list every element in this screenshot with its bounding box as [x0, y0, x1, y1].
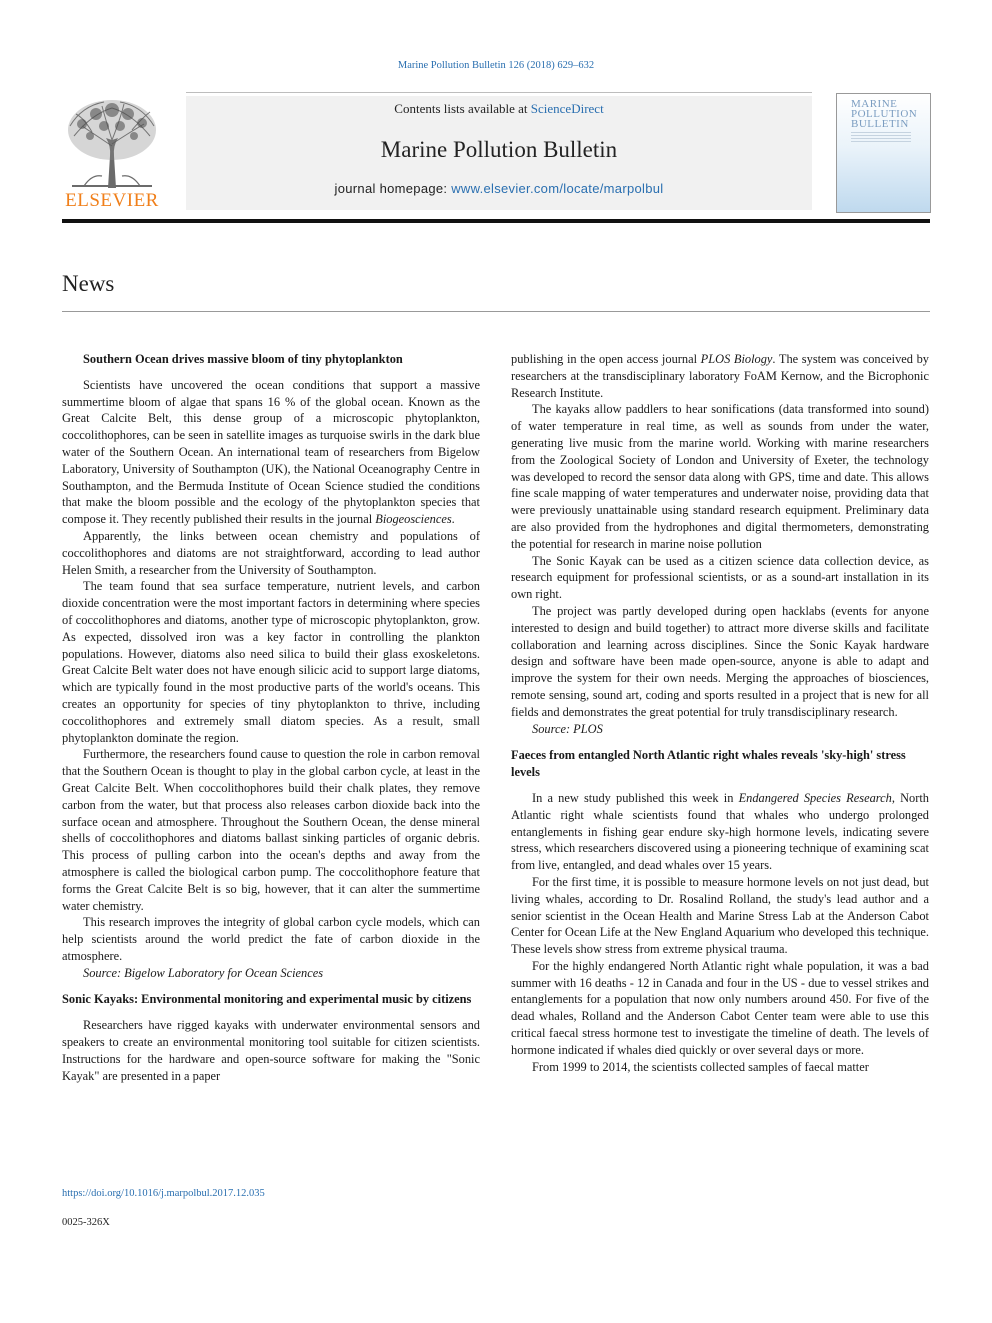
contents-line	[186, 101, 812, 117]
cover-title: MARINE POLLUTION BULLETIN	[851, 98, 918, 130]
paragraph: The kayaks allow paddlers to hear sonifications (data transformed into sound) of water temperature in real time, as well as sounds from under the water, generating live music from the marine world. Working with marine researchers from the Zoological Society of London and University of Exeter, the technology was developed to record the sensor data along with GPS, time and date. This allows fine scale mapping of water temperatures and underwater noise, providing data that were previously unattainable using standard research equipment. Preliminary data are also provided from the hydrophones and digital thermometers, demonstrating the potential for research in marine noise pollution	[511, 402, 929, 551]
elsevier-tree-icon	[62, 96, 162, 192]
journal-name: Endangered Species Research	[738, 790, 892, 805]
article-title: Sonic Kayaks: Environmental monitoring and experimental music by citizens	[62, 992, 472, 1007]
article-title: Southern Ocean drives massive bloom of tiny phytoplankton	[83, 352, 403, 366]
paragraph: Apparently, the links between ocean chemistry and populations of coccolithophores and diatoms are not straightforward, according to lead author Helen Smith, a researcher from the University of Southampton.	[62, 528, 480, 577]
masthead-divider	[62, 219, 930, 223]
section-title: News	[62, 271, 115, 296]
article-source: Source: PLOS	[532, 721, 603, 736]
paragraph: Scientists have uncovered the ocean conditions that support a massive summertime bloom of algae that spans 16 % of the global ocean. Known as the Great Calcite Belt, this dense group of a microscopic phytoplankton, coccolithophores, can be seen in satellite images as turquoise swirls in the dark blue water of the Southern Ocean. An international team of researchers from Bigelow Laboratory, University of Southampton (UK), the National Oceanography Centre in Southampton, and the Bermuda Institute of Ocean Science studied the conditions that make the bloom possible and the ecology of the phytoplankton species that compose it. They recently published their results in the journal Biogeosciences.	[62, 377, 480, 527]
homepage-link[interactable]: www.elsevier.com/locate/marpolbul	[451, 181, 664, 196]
journal-title: Marine Pollution Bulletin	[380, 137, 618, 162]
paragraph: The project was partly developed during open hacklabs (events for anyone interested to design and build together) to attract more diverse skills and facilitate collaboration and learning across disciplines. Since the Sonic Kayak hardware design and software have been made open-source, anyone is able to adapt and improve the system for their own needs. Merging the approaches of biosciences, remote sensing, sound art, coding and sports resulted in a project that is new for all fields and demonstrates the great potential for truly transdisciplinary research.	[511, 603, 929, 719]
elsevier-wordmark: ELSEVIER	[65, 190, 159, 211]
elsevier-logo[interactable]	[62, 96, 162, 212]
homepage-prefix: journal homepage:	[334, 181, 452, 196]
journal-name: Biogeosciences	[375, 512, 452, 527]
paragraph: The Sonic Kayak can be used as a citizen science data collection device, as research equipment for professional scientists, or as a sound-art installation in its own right.	[511, 553, 929, 602]
contents-prefix: Contents lists available at	[394, 101, 531, 116]
journal-homepage-line	[186, 181, 812, 196]
journal-masthead	[186, 96, 812, 210]
paragraph: From 1999 to 2014, the scientists collected samples of faecal matter	[532, 1059, 869, 1074]
paragraph: For the first time, it is possible to measure hormone levels on not just dead, but living whales, according to Dr. Rosalind Rolland, the study's lead author and a senior scientist in the Ocean Health and Marine Stress Lab at the Anderson Cabot Center for Ocean Life at the New England Aquarium who developed this technique. These levels show stress from extreme physical trauma.	[511, 874, 929, 957]
issn: 0025-326X	[62, 1217, 110, 1228]
paragraph: In a new study published this week in Endangered Species Research, North Atlantic right whale scientists found that whales who undergo prolonged entanglements in fishing gear endure sky-high hormone levels, indicating severe stress, which researchers discovered using a pioneering technique of examining scat from live, entangled, and dead whales over 15 years.	[511, 790, 930, 873]
paragraph: The team found that sea surface temperature, nutrient levels, and carbon dioxide concentration were the most important factors in determining where species of coccolithophores and diatoms, another type of microscopic phytoplankton, grow. As expected, dissolved iron was a key factor in controlling the plankton populations. However, diatoms also need silica to build their glass exoskeletons. Great Calcite Belt water does not have enough silicic acid to support large diatoms, which are typically found in the most productive parts of the world's oceans. This creates an opportunity for species of tiny phytoplankton to thrive, including coccolithophores and extremely small diatom species. As a result, small phytoplankton dominate the region.	[62, 579, 480, 745]
paragraph: Furthermore, the researchers found cause to question the role in carbon removal that the Southern Ocean is thought to play in the global carbon cycle, at least in the Great Calcite Belt. When coccolithophores build their chalk plates, they remove carbon from the water, but that process also releases carbon dioxide back into the surface ocean and atmosphere. Throughout the Southern Ocean, the dense mineral shells of coccolithophores and diatoms ballast sinking particles of organic debris. This process of pulling carbon into the ocean's depths and away from the atmosphere is called the biological carbon pump. The coccolithophore feature that forms the Great Calcite Belt is so big, however, that it can alter the summertime water chemistry.	[62, 747, 480, 913]
journal-cover-thumbnail[interactable]	[836, 93, 931, 213]
article-source: Source: Bigelow Laboratory for Ocean Sciences	[83, 965, 324, 980]
paragraph: publishing in the open access journal PLOS Biology. The system was conceived by researchers at the transdisciplinary laboratory FoAM Kernow, and the Bicrophonic Research Institute.	[511, 352, 929, 400]
paragraph: This research improves the integrity of global carbon cycle models, which can help scientists around the world predict the fate of carbon dioxide in the atmosphere.	[62, 915, 480, 963]
journal-name: PLOS Biology	[700, 352, 773, 366]
section-divider	[62, 311, 930, 312]
paragraph: For the highly endangered North Atlantic right whale population, it was a bad summer with 16 deaths - 12 in Canada and four in the US - due to vessel strikes and entanglements for a population that now only numbers around 450. For five of the dead whales, Rolland and the Anderson Cabot Center team were able to use this critical faecal stress hormone test to investigate the timeline of death. The levels of hormone indicated if whales died quickly or over several days or more.	[511, 958, 929, 1057]
article-title: Faeces from entangled North Atlantic right whales reveals 'sky-high' stress levels	[511, 748, 906, 780]
paragraph: Researchers have rigged kayaks with underwater environmental sensors and speakers to create an environmental monitoring tool suitable for citizen scientists. Instructions for the hardware and open-source software for making the "Sonic Kayak" are presented in a paper	[62, 1018, 480, 1083]
journal-citation[interactable]: Marine Pollution Bulletin 126 (2018) 629–632	[397, 60, 595, 71]
sciencedirect-link[interactable]: ScienceDirect	[530, 101, 604, 116]
right-column	[511, 351, 929, 1075]
left-column	[62, 351, 480, 1084]
cover-detail-lines	[851, 132, 911, 144]
header-rule	[186, 92, 812, 93]
doi-link[interactable]: https://doi.org/10.1016/j.marpolbul.2017.12.035	[62, 1188, 265, 1199]
